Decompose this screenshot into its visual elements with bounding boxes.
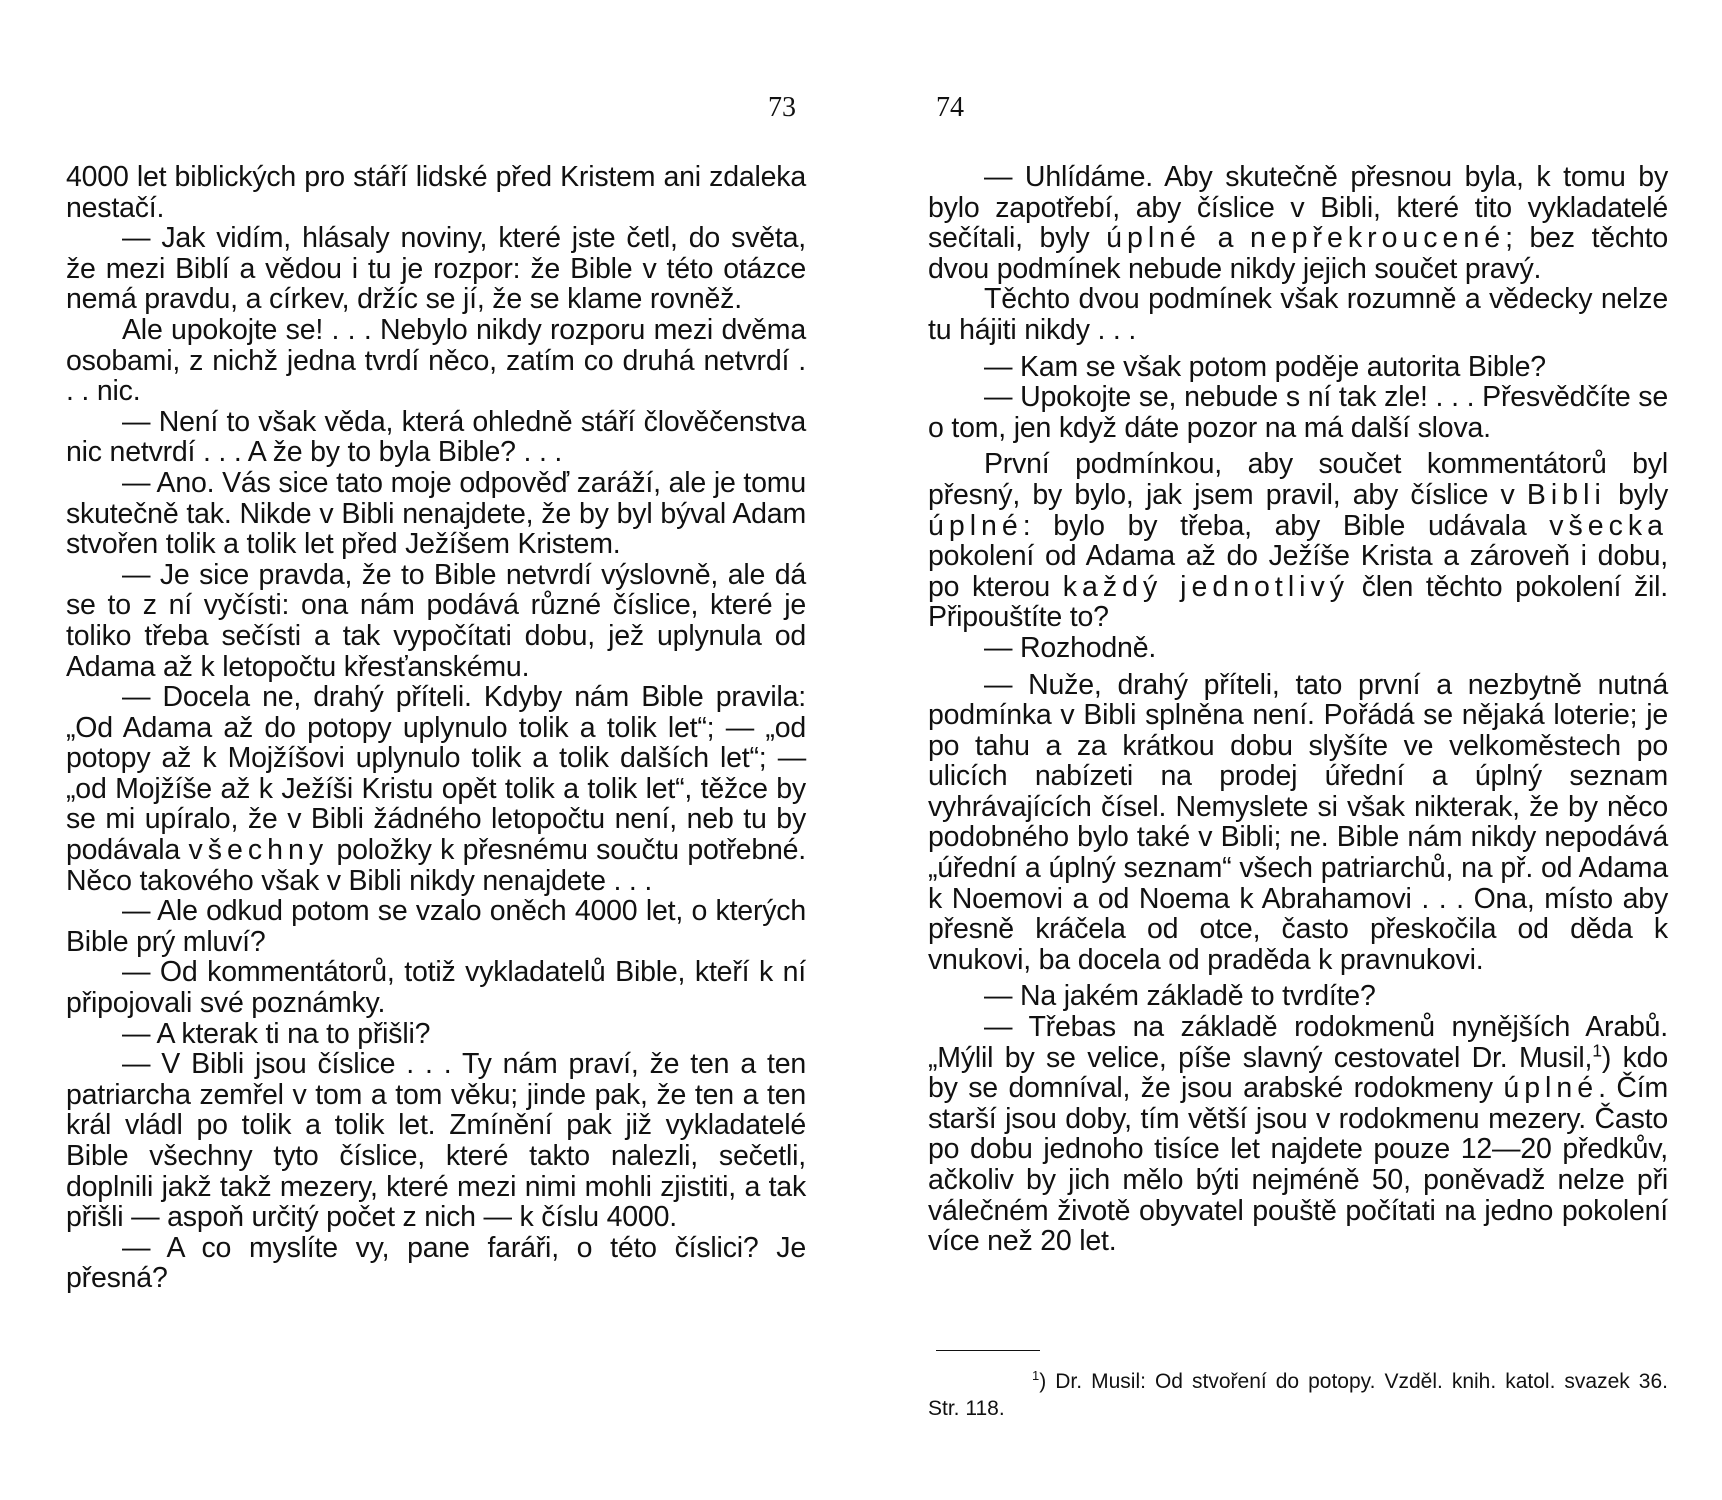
paragraph: — Ale odkud potom se vzalo oněch 4000 let, o kterých Bible prý mluví? xyxy=(66,895,806,958)
spaced-emphasis: nepřekroucené xyxy=(1249,222,1506,255)
paragraph: — Kam se však potom poděje autorita Bible? xyxy=(984,350,1546,383)
paragraph: Těchto dvou podmínek však rozumně a vědecky nelze tu hájiti nikdy . . . xyxy=(928,283,1668,346)
page-number: 74 xyxy=(936,92,964,123)
text-run: a xyxy=(1200,222,1250,255)
paragraph: 4000 let biblických pro stáří lidské před Kristem ani zdaleka nestačí. xyxy=(66,161,806,224)
text-run: ) kdo by se domníval, že jsou arabské rodokmeny xyxy=(928,1041,1668,1105)
spaced-emphasis: všechny xyxy=(188,834,329,867)
text-run: První podmínkou, aby součet kommentátorů byl přesný, by bylo, jak jsem pravil, aby číslice v xyxy=(928,448,1668,511)
text-run: : bylo by třeba, aby Bible udávala xyxy=(1022,509,1550,542)
footnote xyxy=(928,1368,1668,1422)
text-run: — Třebas na základě rodokmenů nynějších Arabů. „Mýlil by se velice, píše slavný cestovatel Dr. Musil, xyxy=(928,1011,1668,1074)
footnote-mark: 1 xyxy=(1032,1368,1040,1383)
text-run: — Docela ne, drahý příteli. Kdyby nám Bible pravila: „Od Adama až do potopy uplynulo tolik a tolik let“; — „od potopy až k Mojžíšovi uplynulo tolik a tolik dalších let“; — „od Mojžíše až k Ježíši Kristu opět tolik a tolik let“, těžce by se mi upíralo, že v Bibli žádného letopočtu není, neb tu by podávala xyxy=(66,681,806,867)
paragraph xyxy=(928,449,1668,633)
footnote-reference: 1 xyxy=(1592,1040,1602,1061)
spaced-emphasis: úplné xyxy=(928,509,1023,542)
paragraph: — Není to však věda, která ohledně stáří člověčenstva nic netvrdí . . . A že by to byla Bible? . . . xyxy=(66,405,806,469)
paragraph: — Na jakém základě to tvrdíte? xyxy=(984,980,1376,1013)
text-run: položky k přesnému součtu potřebné. Něco takového však v Bibli nikdy nenajdete . . . xyxy=(66,834,806,897)
paragraph: — Ano. Vás sice tato moje odpověď zaráží, ale je tomu skutečně tak. Nikde v Bibli nenajdete, že by byl býval Adam stvořen tolik a tolik let před Ježíšem Kristem. xyxy=(66,466,806,561)
paragraph xyxy=(928,1012,1668,1257)
text-run: — Uhlídáme. Aby skutečně přesnou byla, k tomu by bylo zapotřebí, aby číslice v Bibli, které tito vykladatelé sečítali, byly xyxy=(928,161,1668,255)
paragraph: Ale upokojte se! . . . Nebylo nikdy rozporu mezi dvěma osobami, z nichž jedna tvrdí něco, zatím co druhá netvrdí . . . nic. xyxy=(66,313,806,408)
footnote-divider xyxy=(936,1350,1040,1351)
text-run: ; bez těchto dvou podmínek nebude nikdy jejich součet pravý. xyxy=(928,222,1669,285)
page-body xyxy=(928,162,1668,1257)
text-run: byly xyxy=(1605,478,1668,511)
spaced-emphasis: úplné xyxy=(1106,222,1201,255)
spaced-emphasis: každý jednotlivý xyxy=(1062,570,1349,603)
paragraph: — Je sice pravda, že to Bible netvrdí výslovně, ale dá se to z ní vyčísti: ona nám podává různé číslice, které je toliko třeba sečísti a tak vypočítati dobu, jež uplynula od Adama až k letopočtu křesťanskému. xyxy=(66,558,806,683)
page-number: 73 xyxy=(768,92,796,123)
text-run: pokolení od Adama až do Ježíše Krista a zároveň i dobu, po kterou xyxy=(928,540,1668,603)
text-run: . Čím starší jsou doby, tím větší jsou v rodokmenu mezery. Často po dobu jednoho tisíce let najdete pouze 12—20 předkův, ačkoliv by jich mělo býti nejméně 50, poněvadž nelze při válečném životě obyvatel pouště počítati na jedno pokolení více než 20 let. xyxy=(928,1072,1669,1258)
footnote-text xyxy=(928,1368,1668,1422)
paragraph xyxy=(66,682,806,896)
page-body xyxy=(66,162,806,1294)
spaced-emphasis: všecka xyxy=(1549,509,1668,542)
paragraph: — A co myslíte vy, pane faráři, o této číslici? Je přesná? xyxy=(66,1231,806,1295)
paragraph: — Rozhodně. xyxy=(984,631,1157,664)
paragraph: — Jak vidím, hlásaly noviny, které jste četl, do světa, že mezi Biblí a vědou i tu je rozpor: že Bible v této otázce nemá pravdu, a církev, držíc se jí, že se klame rovněž. xyxy=(66,222,806,316)
paragraph: — Od kommentátorů, totiž vykladatelů Bible, kteří k ní připojovali své poznámky. xyxy=(66,956,806,1020)
paragraph: — V Bibli jsou číslice . . . Ty nám praví, že ten a ten patriarcha zemřel v tom a tom věku; jinde pak, že ten a ten král vládl po tolik a tolik let. Zmínění pak již vykladatelé Bible všechny tyto číslice, které takto nalezli, sečetli, doplnili jakž takž mezery, které mezi nimi mohli zjistiti, a tak přišli — aspoň určitý počet z nich — k číslu 4000. xyxy=(66,1048,806,1234)
paragraph xyxy=(928,162,1668,284)
paragraph: — Upokojte se, nebude s ní tak zle! . . . Přesvědčíte se o tom, jen když dáte pozor na má další slova. xyxy=(928,381,1668,444)
paragraph: — Nuže, drahý příteli, tato první a nezbytně nutná podmínka v Bibli splněna není. Pořádá se nějaká loterie; je po tahu a za krátkou dobu slyšíte ve velkoměstech po ulicích nabízeti na prodej úřední a úplný seznam vyhrávajících čísel. Nemyslete si však nikterak, že by něco podobného bylo také v Bibli; ne. Bible nám nikdy nepodává „úřední a úplný seznam“ všech patriarchů, na př. od Adama k Noemovi a od Noema k Abrahamovi . . . Ona, místo aby přesně kráčela od otce, často přeskočila od děda k vnukovi, ba docela od praděda k pravnukovi. xyxy=(928,668,1668,976)
paragraph: — A kterak ti na to přišli? xyxy=(122,1017,431,1050)
text-run: člen těchto pokolení žil. Připouštíte to? xyxy=(928,570,1669,634)
text-run: ) Dr. Musil: Od stvoření do potopy. Vzděl. knih. katol. svazek 36. Str. 118. xyxy=(928,1370,1668,1420)
spaced-emphasis: Bibli xyxy=(1526,478,1606,511)
spaced-emphasis: úplné xyxy=(1503,1072,1599,1105)
